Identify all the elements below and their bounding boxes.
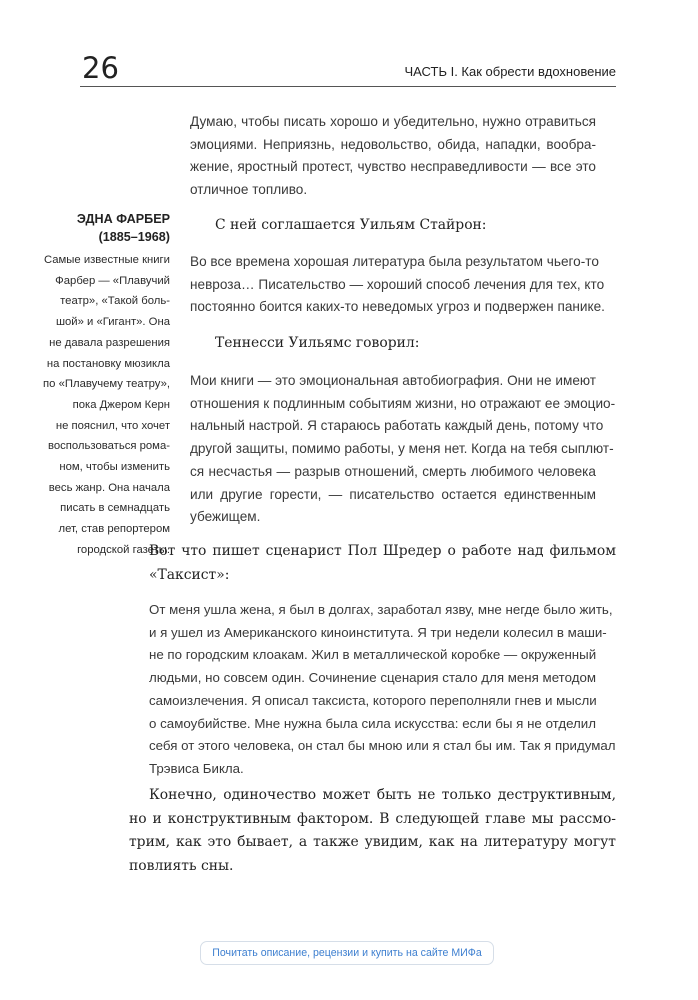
quote-line: постоянно боится каких-то неведомых угроз и подвержен панике. xyxy=(190,299,605,315)
quote-line: не по городским клоакам. Жил в металлической коробке — окруженный xyxy=(149,647,597,663)
sidebar-line: Фарбер — «Плавучий xyxy=(55,274,170,287)
quote-line: невроза… Писательство — хороший способ лечения для тех, кто xyxy=(190,276,605,292)
sidebar-line: по «Плавучему театру», xyxy=(43,378,170,391)
sidebar-bio xyxy=(26,210,170,561)
quote-line: или другие горести, — писательство остается единственным xyxy=(190,486,596,502)
sidebar-line: городской газеты. xyxy=(77,543,170,556)
sidebar-line: театр», «Такой боль- xyxy=(60,295,170,308)
quote-line: другой защиты, помимо работы, у меня нет. Когда на тебя сыплют- xyxy=(190,441,614,457)
quote-line: самоизлечения. Я описал таксиста, которого переполняли гнев и мысли xyxy=(149,692,597,708)
ferber-quote xyxy=(190,111,596,202)
running-head: ЧАСТЬ I. Как обрести вдохновение xyxy=(404,64,616,79)
quote-line: людьми, но совсем один. Сочинение сценария стало для меня методом xyxy=(149,670,596,686)
quote-line: эмоциями. Неприязнь, недовольство, обида, нападки, вообра- xyxy=(190,136,596,152)
sidebar-line: пока Джером Керн xyxy=(72,398,170,411)
page-number: 26 xyxy=(82,51,119,85)
styron-intro xyxy=(215,215,487,235)
quote-line: нальный настрой. Я стараюсь работать каждый день, потому что xyxy=(190,418,604,434)
williams-intro-text: Теннесси Уильямс говорил: xyxy=(215,335,420,351)
sidebar-line: весь жанр. Она начала xyxy=(48,481,170,494)
body-line: но и конструктивным фактором. В следующей главе мы рассмо- xyxy=(129,810,616,827)
quote-line: жение, яростный протест, чувство несправедливости — все это xyxy=(190,159,596,175)
sidebar-line: на постановку мюзикла xyxy=(46,357,170,370)
sidebar-line: шой» и «Гигант». Она xyxy=(55,316,170,329)
quote-line: отличное топливо. xyxy=(190,182,308,198)
schrader-intro xyxy=(149,539,616,587)
quote-line: Мои книги — это эмоциональная автобиография. Они не имеют xyxy=(190,373,597,388)
quote-line: ся несчастья — разрыв отношений, смерть любимого человека xyxy=(190,463,596,479)
sidebar-text xyxy=(26,250,170,561)
styron-intro-text: С ней соглашается Уильям Стайрон: xyxy=(215,217,487,233)
body-line: Конечно, одиночество может быть не только деструктивным, xyxy=(149,787,616,803)
buy-link[interactable]: Почитать описание, рецензии и купить на сайте МИФа xyxy=(200,941,494,965)
quote-line: Во все времена хорошая литература была результатом чьего-то xyxy=(190,254,599,269)
sidebar-line: лет, став репортером xyxy=(58,523,170,536)
sidebar-line: ном, чтобы изменить xyxy=(59,461,170,474)
conclusion-paragraph xyxy=(129,784,616,878)
sidebar-line: не давала разрешения xyxy=(49,336,170,349)
page-header xyxy=(80,52,616,86)
schrader-quote xyxy=(149,599,616,781)
quote-line: От меня ушла жена, я был в долгах, заработал язву, мне негде было жить, xyxy=(149,602,613,617)
sidebar-line: Самые известные книги xyxy=(43,254,170,266)
header-divider xyxy=(80,86,616,87)
body-line: повлиять сны. xyxy=(129,857,234,874)
styron-quote xyxy=(190,251,605,319)
quote-line: Трэвиса Бикла. xyxy=(149,760,244,776)
sidebar-name: ЭДНА ФАРБЕР xyxy=(76,212,170,226)
williams-quote xyxy=(190,370,616,529)
quote-line: отношения к подлинным событиям жизни, но отражают ее эмоцио- xyxy=(190,395,616,411)
sidebar-line: воспользоваться рома- xyxy=(47,440,170,453)
sidebar-line: писать в семнадцать xyxy=(60,502,170,515)
body-line: «Таксист»: xyxy=(149,567,230,583)
quote-line: Думаю, чтобы писать хорошо и убедительно, нужно отравиться xyxy=(190,114,596,129)
sidebar-line: не пояснил, что хочет xyxy=(55,419,170,432)
quote-line: убежищем. xyxy=(190,509,261,525)
body-line: Вот что пишет сценарист Пол Шредер о работе над фильмом xyxy=(149,543,616,559)
sidebar-years: (1885–1968) xyxy=(98,230,170,244)
williams-intro xyxy=(215,333,419,353)
quote-line: и я ушел из Американского киноинститута. Я три недели колесил в маши- xyxy=(149,624,607,640)
quote-line: себя от этого человека, он стал бы мною или я стал бы им. Так я придумал xyxy=(149,738,616,754)
quote-line: о самоубийстве. Мне нужна была сила искусства: если бы я не отделил xyxy=(149,715,596,731)
body-line: трим, как это бывает, а также увидим, как на литературу могут xyxy=(129,834,616,850)
